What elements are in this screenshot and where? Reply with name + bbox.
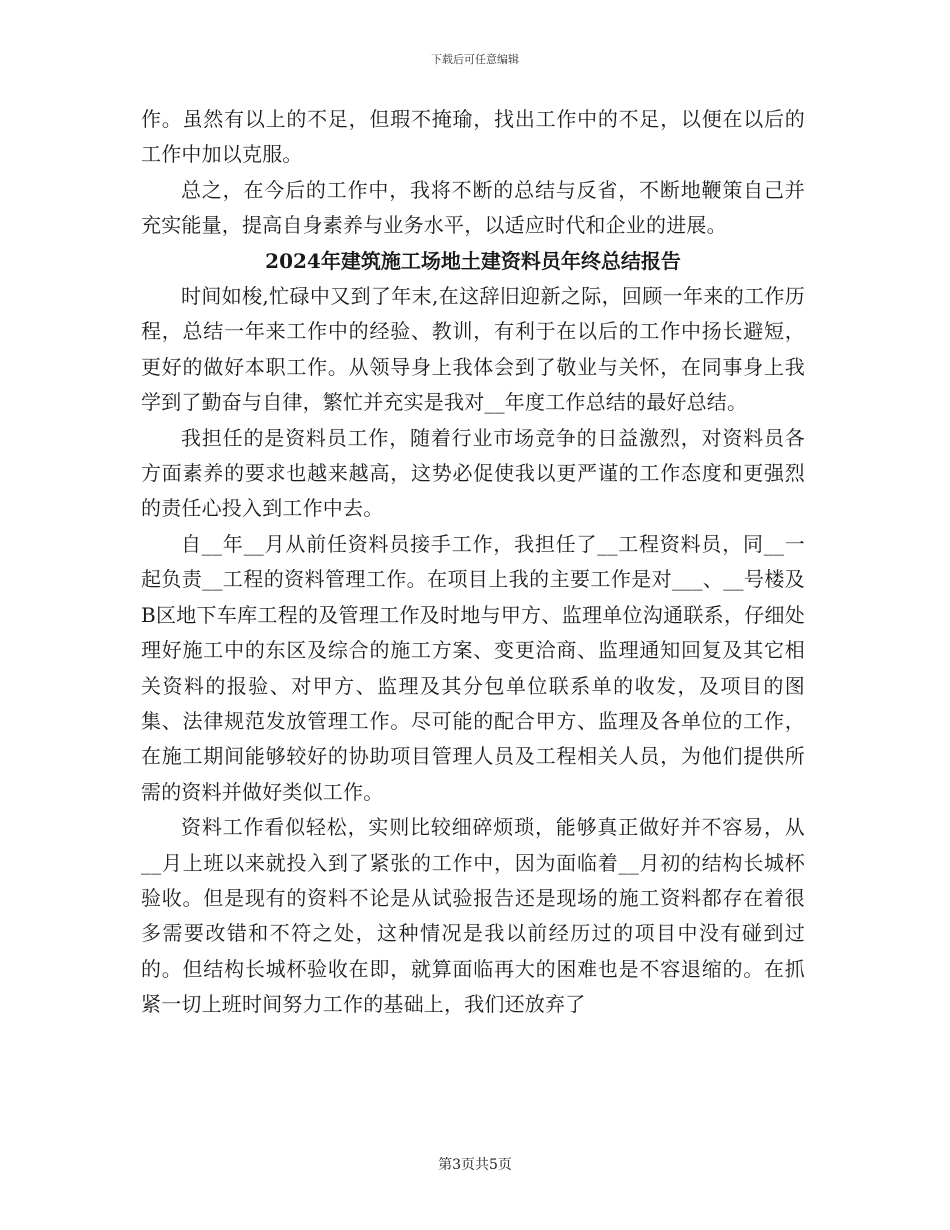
paragraph-duties: 自__年__月从前任资料员接手工作，我担任了__工程资料员，同__一起负责__工程的资料管理工作。在项目上我的主要工作是对___、__号楼及B区地下车库工程的及管理工作及时地与甲方、监理单位沟通联系，仔细处理好施工中的东区及综合的施工方案、变更洽商、监理通知回复及其它相关资料的报验、对甲方、监理及其分包单位联系单的收发，及项目的图集、法律规范发放管理工作。尽可能的配合甲方、监理及各单位的工作，在施工期间能够较好的协助项目管理人员及工程相关人员，为他们提供所需的资料并做好类似工作。 [141,531,805,804]
paragraph-challenges: 资料工作看似轻松，实则比较细碎烦琐，能够真正做好并不容易，从__月上班以来就投入到了紧张的工作中，因为面临着__月初的结构长城杯验收。但是现有的资料不论是从试验报告还是现场的施工资料都存在着很多需要改错和不符之处，这种情况是我以前经历过的项目中没有碰到过的。但结构长城杯验收在即，就算面临再大的困难也是不容退缩的。在抓紧一切上班时间努力工作的基础上，我们还放弃了 [141,815,805,1017]
report-title: 2024年建筑施工场地土建资料员年终总结报告 [265,248,681,273]
paragraph-role: 我担任的是资料员工作，随着行业市场竞争的日益激烈，对资料员各方面素养的要求也越来越高，这势必促使我以更严谨的工作态度和更强烈的责任心投入到工作中去。 [141,425,805,521]
page-header-note: 下载后可任意编辑 [431,53,519,66]
paragraph-continuation: 作。虽然有以上的不足，但瑕不掩瑜，找出工作中的不足，以便在以后的工作中加以克服。 [141,107,805,167]
page-number: 第3页共5页 [438,1157,512,1173]
document-body [141,102,805,1023]
paragraph-conclusion: 总之，在今后的工作中，我将不断的总结与反省，不断地鞭策自己并充实能量，提高自身素养与业务水平，以适应时代和企业的进展。 [141,177,805,238]
paragraph-intro: 时间如梭,忙碌中又到了年末,在这辞旧迎新之际，回顾一年来的工作历程，总结一年来工作中的经验、教训，有利于在以后的工作中扬长避短，更好的做好本职工作。从领导身上我体会到了敬业与关怀，在同事身上我学到了勤奋与自律，繁忙并充实是我对__年度工作总结的最好总结。 [141,284,805,415]
